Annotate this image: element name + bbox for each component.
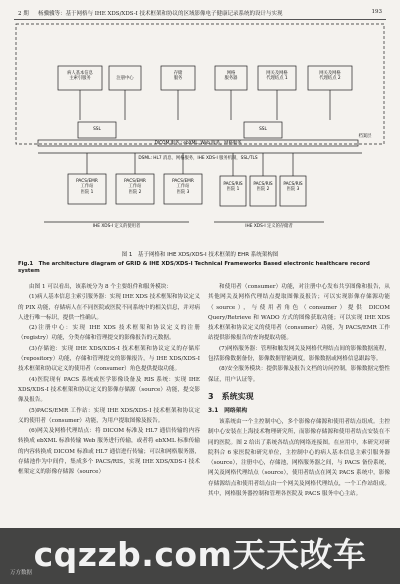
issue-number: 2 期: [18, 11, 29, 17]
watermark-sub: 万方数据: [10, 570, 33, 576]
grid-service-box: [215, 71, 247, 82]
diagram-lines: [14, 22, 386, 247]
pacs2-box: [116, 179, 154, 195]
grid-service-label: 网格 服务器: [224, 71, 238, 82]
paragraph: (1)病人基本信息主索引服务器：实现 IHE XDS 技术框架和协议定义的 PIX 功能，存储病人在不同医院或医院不同系统中的相关信息，并对病人进行唯一标识，提供一性确认。: [18, 294, 200, 321]
paragraph: (5)PACS/EMR 工作站：实现 IHE XDS/XDS-I 技术框架和协议定义的使用者（consumer）功能，为用户提取图像及报告。: [18, 407, 200, 424]
dicom-bar: [38, 141, 358, 146]
gateway-box: [258, 71, 296, 82]
ris1-box: [220, 182, 246, 193]
gateway2-label: 网关及网格 代理结点 2: [319, 71, 341, 82]
gateway-label: 网关及网格 代理结点 1: [266, 71, 288, 82]
ris3-box: [280, 182, 306, 193]
figure-caption-cn: 图 1 基于网格和 IHE XDS/XDS-I 技术框架的 EHR 系统架构图: [121, 252, 279, 258]
pacs2-label: PACS/EMR 工作站 医院 2: [124, 179, 146, 195]
subsection-heading: 3.1 网络架构: [208, 407, 248, 414]
pacs1-box: [68, 179, 106, 195]
paragraph: (3)存储池：实现 IHE XDS/XDS-I 技术框架和协议定义的存储库（repository）功能，存储和管理提交的影像报告，与 IHE XDS/XDS-I 技术框架和协议定义的使用者（consumer）角色提供提取功能。: [18, 345, 200, 373]
registry-center-label: 注册中心: [116, 76, 134, 81]
page-number: 193: [371, 9, 382, 15]
left-column: [18, 282, 200, 478]
storage-service-label: 存储 服务: [173, 71, 183, 82]
paragraph: 该系统由一个主控制中心，多个影像存储源和使用者结点组成。主控制中心安装在上海技术物理研究所，而影像存储源和使用者结点安装在不同的医院。图 2 给出了系统各结点的网络连接图。在应用中，本研究对研院科合 6 家医院和研究单位，主控制中心的病人基本信息主索引服务器（source），注册中心，存储池，网格服务器之间，与 PACS 备份系统，网关及网格代理结点（source），使用者结点在网关 PACS 系统中，影像存储源结点和使用者结点由一个网关及网格代理结点，一个工作站组成。其中，网格服务器控制和管理各医院及 PACS 服务中心主站。: [208, 418, 390, 498]
patient-registry-box: [58, 71, 102, 82]
watermark-text: cqzzb.com天天改车: [33, 535, 367, 574]
paragraph: (4)医院现有 PACS 系统或医学影像设备及 RIS 系统：实现 IHE XDS/XDS-I 技术框架和协议定义的影像存储源（source）功能，提交影像及报告。: [18, 376, 200, 404]
datacenter-label: 档案层: [358, 134, 372, 139]
ssl-left-box: [78, 127, 116, 132]
figure-caption-en: Fig.1 The architecture diagram of GRID & IHE XDS/XDS-I Technical Frameworks Based electronic healthcare record system: [18, 261, 370, 274]
ssl-left-label: SSL: [93, 127, 101, 132]
patient-registry-label: 病人基本信息 主索引服务: [67, 71, 93, 82]
ssl-right-label: SSL: [259, 127, 267, 132]
pacs3-label: PACS/EMR 工作站 医院 3: [172, 179, 194, 195]
architecture-diagram: [14, 22, 386, 247]
pacs3-box: [164, 179, 202, 195]
ris1-label: PACS/RIS 医院 1: [223, 182, 243, 193]
ris3-label: PACS/RIS 医院 3: [283, 182, 303, 193]
pacs1-label: PACS/EMR 工作站 医院 1: [76, 179, 98, 195]
paragraph: (6)网关及网格代理结点：将 DICOM 标准及 HL7 通信传输的内容转换成 ebXML 标准传输 Web 服务进行传输，或者将 ebXML 标准传输的内容转换成 DICOM 标准或 HL7 通信进行传输；可以和网格服务器，存储池作为中间件，集成多个 PACS/RIS，实现 IHE XDS/XDS-I 技术框架定义的影像存储源（source）: [18, 428, 200, 476]
registry-center-box: [109, 76, 141, 81]
right-column: [208, 282, 390, 499]
paragraph: (7)网格服务器：管理和触发网关及网格代理结点间的影像数据流程，包括影像数据备份，影像数据智能调度，影像数据或网格信息跟踪等。: [208, 345, 390, 363]
dicom-bar-label: DICOM 服务 : ebXML, Web 服务，网格服务: [154, 141, 242, 146]
dsml-bar: [38, 156, 358, 161]
ris2-box: [250, 182, 276, 193]
paragraph: 和使用者（consumer）功能，对注册中心发布共享图像和报告，从其他网关及网格代理结点提取图像及报告；可以实现影像存储源功能（source），与使用者角色（consumer）提供 DICOM Query/Retrieve 和 WADO 方式的图像获取功能；可以实现 IHE XDS 技术框架和协议定义的使用者（consumer）功能，为 PACS/EMR 工作站提供影像报告的查询提取功能。: [208, 284, 390, 342]
ssl-right-box: [244, 127, 282, 132]
running-header: [14, 6, 386, 20]
ris2-label: PACS/RIS 医院 2: [253, 182, 273, 193]
section-heading: 3 系统实现: [208, 391, 254, 401]
running-title: 杨骥骥等：基于网格与 IHE XDS/XDS-I 技术框架和协议的区域影像电子健康记录系统的设计与实现: [38, 11, 283, 17]
consumer-label: IHE XDS-I 定义的使用者: [92, 224, 141, 229]
source-label: IHE XDS-I 定义的存储者: [245, 224, 293, 229]
paragraph: (8)安全服务模块：提供影像及报告文档的访问控制，影像数据完整性保证，用户认证等。: [208, 366, 390, 383]
paragraph: 由图 1 可以看出，该系统分为 8 个主要组件和服务模块：: [29, 284, 172, 290]
gateway2-box: [308, 71, 352, 82]
storage-service-box: [161, 71, 195, 82]
paragraph: (2)注册中心：实现 IHE XDS 技术框架和协议定义的注册（registry）功能，分类存储和管理提交的影像报告的元数据。: [18, 325, 200, 342]
dsml-bar-label: DSML: HL7 消息、网格服务，IHE XDS-I 服务机制，SSL/TLS: [138, 156, 258, 161]
